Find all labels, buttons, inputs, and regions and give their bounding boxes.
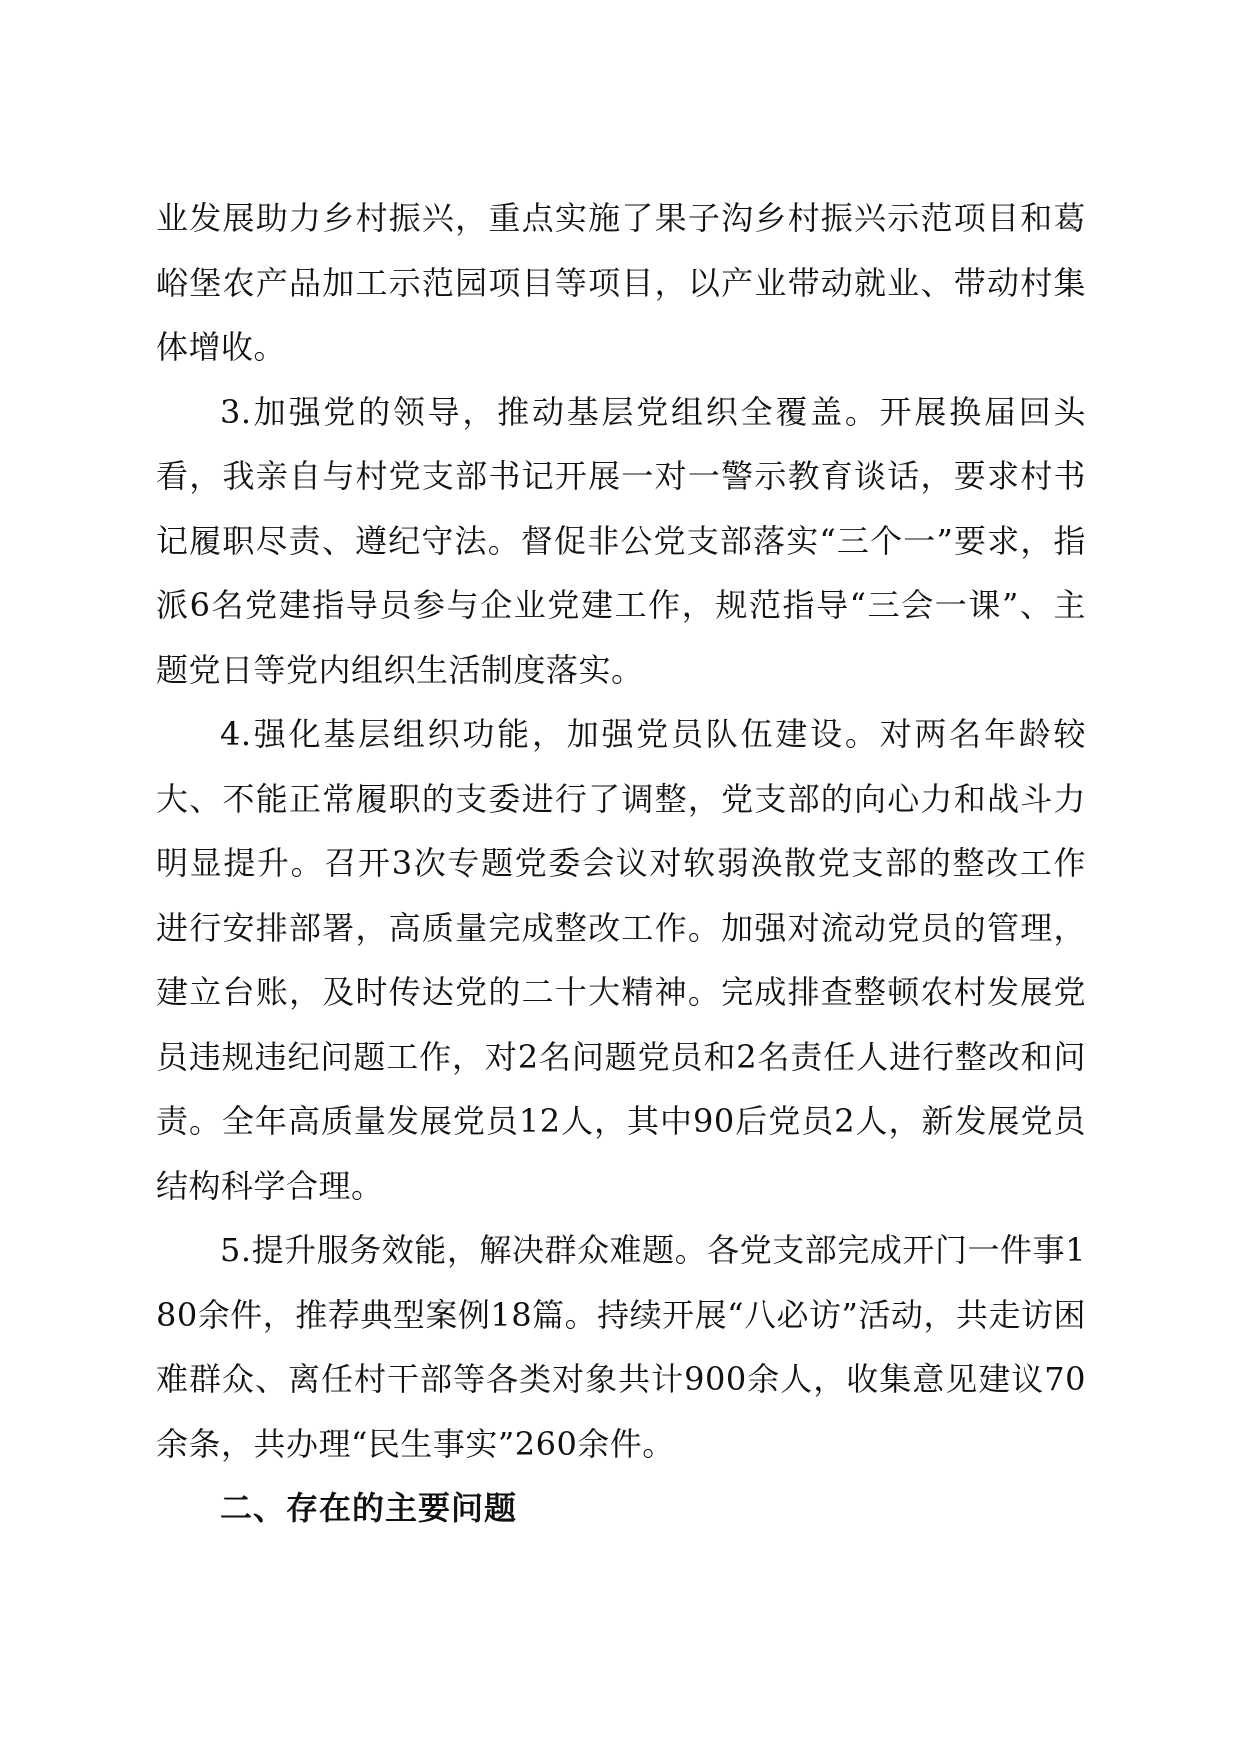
paragraph-continuation: 业发展助力乡村振兴，重点实施了果子沟乡村振兴示范项目和葛峪堡农产品加工示范园项目等项目，以产业带动就业、带动村集体增收。 [156,199,1086,366]
document-body [156,186,1086,1541]
section-heading: 二、存在的主要问题 [220,1489,518,1527]
paragraph-item-3: 3.加强党的领导，推动基层党组织全覆盖。开展换届回头看，我亲自与村党支部书记开展一对一警示教育谈话，要求村书记履职尽责、遵纪守法。督促非公党支部落实“三个一”要求，指派6名党建指导员参与企业党建工作，规范指导“三会一课”、主题党日等党内组织生活制度落实。 [156,392,1086,689]
paragraph-item-4: 4.强化基层组织功能，加强党员队伍建设。对两名年龄较大、不能正常履职的支委进行了调整，党支部的向心力和战斗力明显提升。召开3次专题党委会议对软弱涣散党支部的整改工作进行安排部署，高质量完成整改工作。加强对流动党员的管理，建立台账，及时传达党的二十大精神。完成排查整顿农村发展党员违规违纪问题工作，对2名问题党员和2名责任人进行整改和问责。全年高质量发展党员12人，其中90后党员2人，新发展党员结构科学合理。 [156,715,1086,1205]
paragraph-item-5: 5.提升服务效能，解决群众难题。各党支部完成开门一件事180余件，推荐典型案例18篇。持续开展“八必访”活动，共走访困难群众、离任村干部等各类对象共计900余人，收集意见建议70余条，共办理“民生事实”260余件。 [156,1231,1086,1463]
